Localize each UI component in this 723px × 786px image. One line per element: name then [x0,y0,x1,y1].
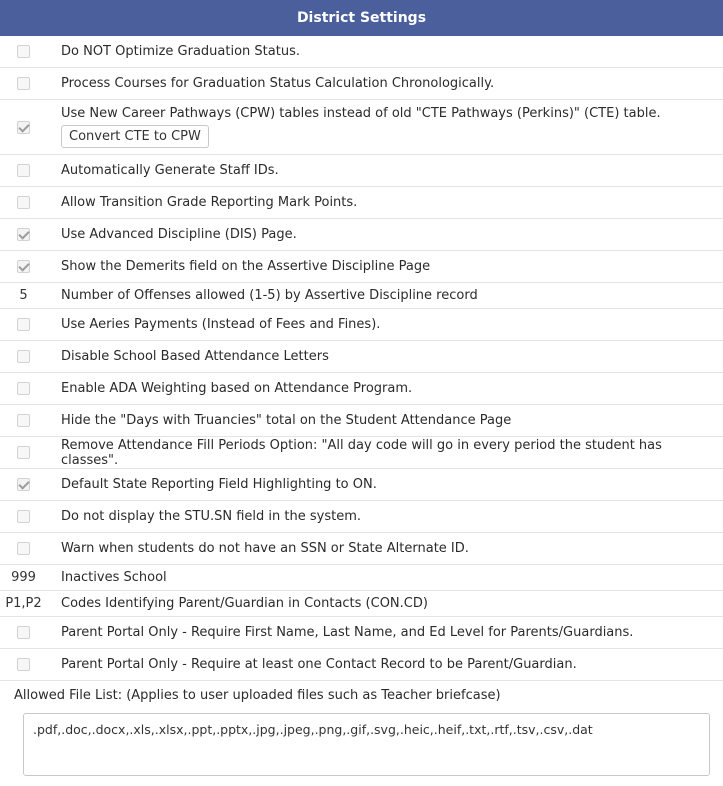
settings-list [0,36,723,681]
setting-row [0,565,723,591]
setting-label: Codes Identifying Parent/Guardian in Contacts (CON.CD) [61,596,428,611]
setting-control-cell [0,228,47,241]
setting-checkbox[interactable] [17,77,30,90]
setting-label: Parent Portal Only - Require First Name, Last Name, and Ed Level for Parents/Guardians. [61,625,634,640]
setting-control-cell [0,596,47,611]
setting-label: Use Advanced Discipline (DIS) Page. [61,227,297,242]
setting-row [0,649,723,681]
setting-row [0,341,723,373]
setting-label: Do not display the STU.SN field in the system. [61,509,361,524]
setting-label-cell [47,349,723,364]
setting-row [0,437,723,469]
setting-checkbox-checked[interactable] [17,260,30,273]
setting-label: Hide the "Days with Truancies" total on the Student Attendance Page [61,413,512,428]
setting-checkbox[interactable] [17,414,30,427]
setting-row [0,469,723,501]
setting-label-cell [47,195,723,210]
setting-label-cell [47,413,723,428]
setting-label: Do NOT Optimize Graduation Status. [61,44,300,59]
setting-label-cell [47,381,723,396]
setting-control-cell [0,382,47,395]
setting-label-cell [47,288,723,303]
setting-checkbox[interactable] [17,542,30,555]
setting-control-cell [0,626,47,639]
setting-checkbox[interactable] [17,658,30,671]
setting-label: Enable ADA Weighting based on Attendance Program. [61,381,413,396]
setting-checkbox[interactable] [17,446,30,459]
setting-label-cell [47,625,723,640]
setting-control-cell [0,288,47,303]
setting-row [0,617,723,649]
setting-label: Use Aeries Payments (Instead of Fees and Fines). [61,317,381,332]
panel-header [0,0,723,36]
setting-label: Process Courses for Graduation Status Calculation Chronologically. [61,76,495,91]
setting-label-cell [47,541,723,556]
setting-label-cell [47,44,723,59]
setting-checkbox[interactable] [17,626,30,639]
setting-control-cell [0,318,47,331]
setting-row [0,36,723,68]
setting-row [0,501,723,533]
setting-control-cell [0,446,47,459]
setting-control-cell [0,350,47,363]
setting-label-cell [47,477,723,492]
setting-checkbox[interactable] [17,382,30,395]
setting-value[interactable]: 999 [11,570,36,585]
setting-control-cell [0,77,47,90]
panel-title: District Settings [296,10,427,26]
setting-value[interactable]: 5 [19,288,28,303]
setting-label: Number of Offenses allowed (1-5) by Assertive Discipline record [61,288,478,303]
setting-label: Use New Career Pathways (CPW) tables instead of old "CTE Pathways (Perkins)" (CTE) table. [61,106,661,121]
setting-label-cell [47,657,723,672]
setting-checkbox-checked[interactable] [17,121,30,134]
convert-cte-to-cpw-button[interactable]: Convert CTE to CPW [61,125,209,148]
setting-value[interactable]: P1,P2 [5,596,42,611]
setting-label-cell [47,106,723,148]
setting-label-cell [47,438,723,468]
setting-row [0,155,723,187]
setting-label: Warn when students do not have an SSN or State Alternate ID. [61,541,469,556]
setting-label: Inactives School [61,570,167,585]
setting-label: Show the Demerits field on the Assertive Discipline Page [61,259,431,274]
setting-label: Default State Reporting Field Highlighting to ON. [61,477,377,492]
setting-label-cell [47,76,723,91]
setting-control-cell [0,45,47,58]
setting-label-cell [47,163,723,178]
setting-control-cell [0,196,47,209]
setting-row [0,219,723,251]
setting-row [0,591,723,617]
setting-control-cell [0,478,47,491]
setting-row [0,283,723,309]
setting-checkbox[interactable] [17,318,30,331]
setting-control-cell [0,542,47,555]
setting-label: Allow Transition Grade Reporting Mark Points. [61,195,358,210]
setting-checkbox[interactable] [17,510,30,523]
setting-control-cell [0,260,47,273]
setting-row [0,68,723,100]
setting-row [0,373,723,405]
setting-row [0,187,723,219]
setting-label-cell [47,509,723,524]
setting-row [0,533,723,565]
setting-row [0,309,723,341]
setting-label: Disable School Based Attendance Letters [61,349,329,364]
allowed-file-list-input[interactable]: .pdf,.doc,.docx,.xls,.xlsx,.ppt,.pptx,.jpg,.jpeg,.png,.gif,.svg,.heic,.heif,.txt,.rtf,.tsv,.csv,.dat [23,713,710,776]
setting-control-cell [0,164,47,177]
setting-checkbox[interactable] [17,45,30,58]
setting-label: Remove Attendance Fill Periods Option: "All day code will go in every period the student has classes". [61,437,662,468]
setting-label-cell [47,227,723,242]
setting-control-cell [0,510,47,523]
setting-row [0,100,723,155]
setting-label-cell [47,259,723,274]
setting-row [0,405,723,437]
setting-label-cell [47,596,723,611]
setting-label-cell [47,570,723,585]
allowed-file-list-label: Allowed File List: (Applies to user uploaded files such as Teacher briefcase) [14,688,501,703]
setting-checkbox[interactable] [17,164,30,177]
setting-checkbox[interactable] [17,196,30,209]
setting-label: Automatically Generate Staff IDs. [61,163,279,178]
setting-control-cell [0,658,47,671]
setting-control-cell [0,121,47,134]
setting-checkbox[interactable] [17,350,30,363]
setting-row [0,251,723,283]
setting-control-cell [0,414,47,427]
setting-checkbox-checked[interactable] [17,478,30,491]
setting-control-cell [0,570,47,585]
setting-checkbox-checked[interactable] [17,228,30,241]
setting-label-cell [47,317,723,332]
setting-label: Parent Portal Only - Require at least one Contact Record to be Parent/Guardian. [61,657,577,672]
